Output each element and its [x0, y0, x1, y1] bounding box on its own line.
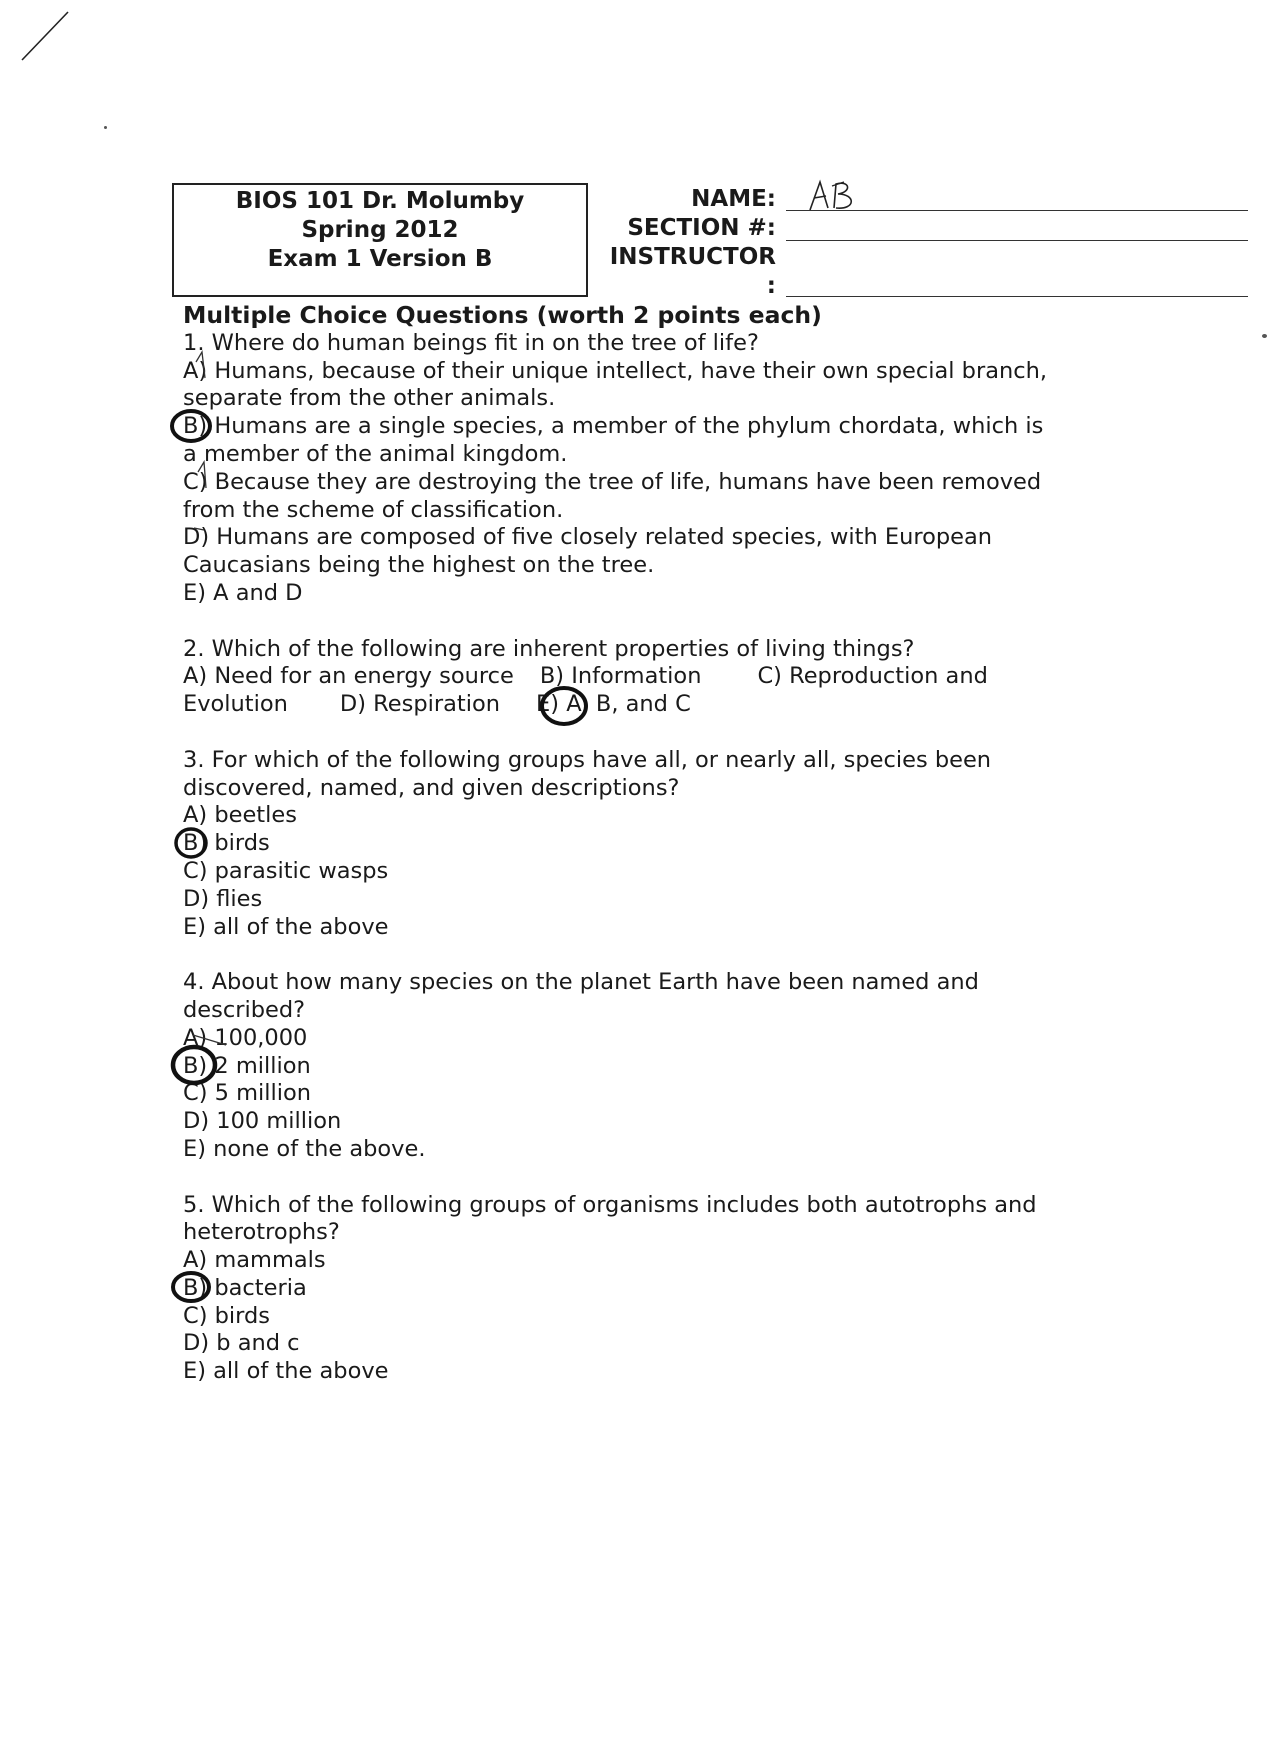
course-info-box — [172, 183, 588, 297]
q1-option-b-cont: a member of the animal kingdom. — [183, 440, 568, 467]
q5-option-b: B) bacteria — [183, 1274, 307, 1301]
exam-version: Exam 1 Version B — [267, 246, 493, 272]
q5-option-a: A) mammals — [183, 1247, 326, 1274]
q5-stem: 5. Which of the following groups of organisms includes both autotrophs and — [183, 1191, 1037, 1218]
q2-option-a: A) Need for an energy source — [183, 663, 514, 690]
q4-option-b: B) 2 million — [183, 1052, 311, 1079]
instructor-field-line — [786, 296, 1248, 297]
handwritten-name — [806, 178, 866, 214]
instructor-colon: : — [766, 273, 776, 299]
q1-option-e: E) A and D — [183, 579, 303, 606]
scan-speck — [1262, 334, 1267, 338]
q3-option-e: E) all of the above — [183, 913, 389, 940]
exam-content — [183, 302, 1183, 1386]
course-term: Spring 2012 — [301, 217, 459, 243]
q4-stem-cont: described? — [183, 996, 306, 1023]
scan-speck — [104, 126, 107, 129]
instructor-label: INSTRUCTOR — [609, 244, 776, 270]
q3-option-c: C) parasitic wasps — [183, 857, 389, 884]
q2-option-c-cont: Evolution — [183, 691, 288, 718]
q3-option-b: B) birds — [183, 830, 270, 857]
q2-options-row2 — [183, 691, 1183, 719]
q4-option-d: D) 100 million — [183, 1108, 342, 1135]
q2-stem: 2. Which of the following are inherent properties of living things? — [183, 635, 915, 662]
q1-option-d-cont: Caucasians being the highest on the tree. — [183, 552, 655, 579]
q2-option-d: D) Respiration — [339, 691, 501, 718]
q1-stem: 1. Where do human beings fit in on the tree of life? — [183, 329, 759, 356]
course-title: BIOS 101 Dr. Molumby — [235, 188, 525, 214]
q4-stem: 4. About how many species on the planet Earth have been named and — [183, 969, 979, 996]
q4-option-c: C) 5 million — [183, 1080, 312, 1107]
q2-options-row1 — [183, 663, 1183, 691]
q5-option-d: D) b and c — [183, 1330, 300, 1357]
student-info-labels — [588, 183, 776, 301]
q3-option-a: A) beetles — [183, 802, 297, 829]
q1-option-a-cont: separate from the other animals. — [183, 385, 556, 412]
q5-option-c: C) birds — [183, 1302, 271, 1329]
q5-stem-cont: heterotrophs? — [183, 1219, 340, 1246]
section-field-line — [786, 240, 1248, 241]
q2-option-b: B) Information — [539, 663, 702, 690]
q2-option-c: C) Reproduction and — [757, 663, 988, 690]
pen-stroke-mark — [16, 8, 76, 68]
q4-option-a: A) 100,000 — [183, 1024, 308, 1051]
q5-option-e: E) all of the above — [183, 1358, 389, 1385]
q1-option-a: A) Humans, because of their unique intellect, have their own special branch, — [183, 357, 1048, 384]
q1-option-b: B) Humans are a single species, a member of the phylum chordata, which is — [183, 413, 1044, 440]
q3-stem: 3. For which of the following groups have all, or nearly all, species been — [183, 746, 992, 773]
q3-stem-cont: discovered, named, and given descriptions? — [183, 774, 680, 801]
q2-option-e: E) A, B, and C — [536, 691, 691, 718]
section-heading: Multiple Choice Questions (worth 2 points each) — [183, 301, 822, 329]
q3-option-d: D) flies — [183, 885, 263, 912]
name-label: NAME: — [691, 186, 776, 212]
section-label: SECTION #: — [627, 215, 776, 241]
q1-option-d: D) Humans are composed of five closely related species, with European — [183, 524, 993, 551]
q1-option-c-cont: from the scheme of classification. — [183, 496, 564, 523]
q4-option-e: E) none of the above. — [183, 1135, 426, 1162]
q1-option-c: C) Because they are destroying the tree of life, humans have been removed — [183, 468, 1042, 495]
